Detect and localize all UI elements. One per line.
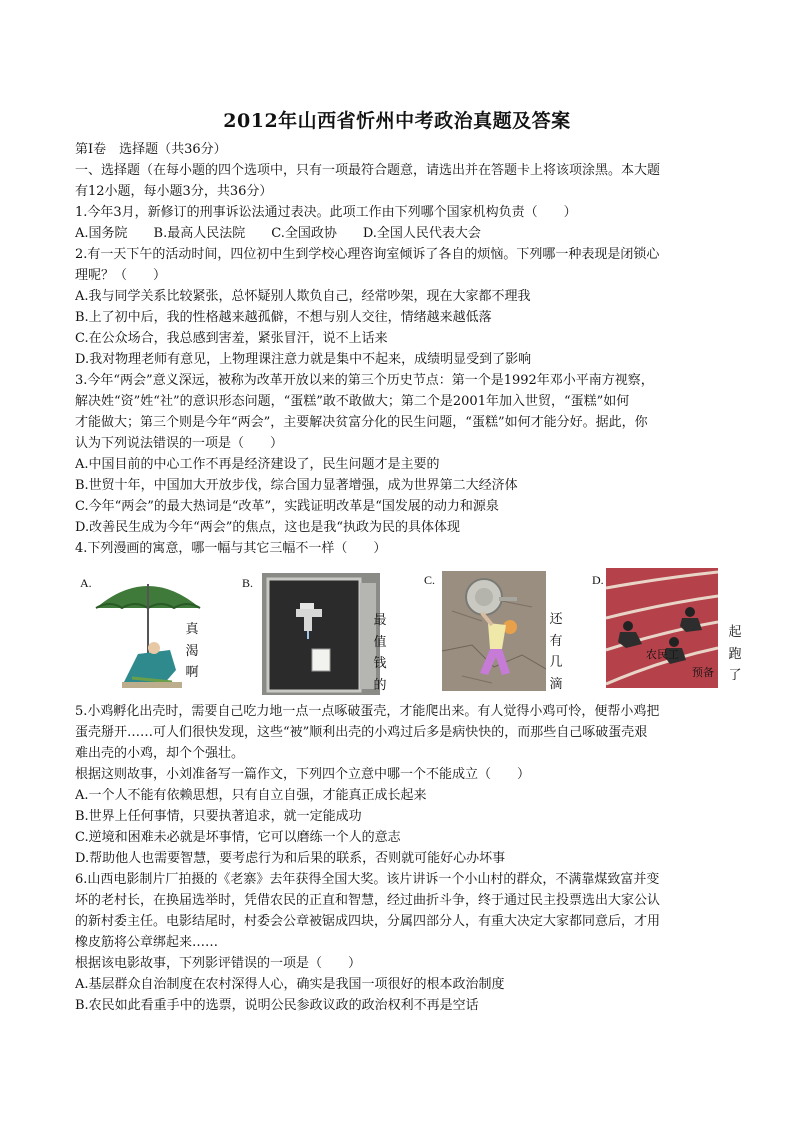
option-line: D.改善民生成为今年“两会”的焦点，这也是我“执政为民的具体体现 (75, 520, 461, 535)
safe-faucet-cartoon-icon (262, 573, 380, 695)
option-line: D.我对物理老师有意见，上物理课注意力就是集中不起来，成绩明显受到了影响 (75, 352, 532, 367)
question-line: 6.山西电影制片厂拍摄的《老寨》去年获得全国大奖。该片讲诉一个小山村的群众，不满靠煤致富并变 (75, 872, 660, 887)
comic-b-label: B. (242, 576, 254, 590)
text-line: 橡皮筋将公章绑起来…… (75, 935, 219, 950)
section-heading: 第Ⅰ卷 选择题（共36分） (75, 142, 227, 157)
text-line: 理呢？（ ） (75, 268, 167, 283)
question-line: 4.下列漫画的寓意，哪一幅与其它三幅不一样（ ） (75, 541, 387, 556)
text-line: 坏的老村长，在换届选举时，凭借农民的正直和智慧，经过曲折斗争，终于通过民主投票选出大家公认 (75, 893, 661, 908)
option-line: C.在公众场合，我总感到害羞，紧张冒汗，说不上话来 (75, 331, 388, 346)
question-line: 根据该电影故事，下列影评错误的一项是（ ） (75, 956, 362, 971)
option-line: C.今年“两会”的最大热词是“改革”，实践证明改革是“国发展的动力和源泉 (75, 499, 499, 514)
text-line: 的新村委主任。电影结尾时，村委会公章被锯成四块，分属四部分人，有重大决定大家都同意后，才用 (75, 914, 661, 929)
comic-d-tag-2: 预备 (692, 666, 714, 679)
option-line: A.基层群众自治制度在农村深得人心，确实是我国一项很好的根本政治制度 (75, 977, 505, 992)
option-line: B.农民如此看重手中的选票，说明公民参政议政的政治权利不再是空话 (75, 998, 479, 1013)
comic-d-tag-1: 农民工 (646, 648, 679, 661)
option-line: B.世界上任何事情，只要执著追求，就一定能成功 (75, 809, 362, 824)
text-line: 解决姓“资”姓“社”的意识形态问题，“蛋糕”敢不敢做大；第二个是2001年加入世贸，“蛋糕”如何 (75, 394, 630, 409)
text-line: 才能做大；第三个则是今年“两会”，主要解决贫富分化的民生问题，“蛋糕”如何才能分好。据此，你 (75, 415, 648, 430)
option-line: A.我与同学关系比较紧张，总怀疑别人欺负自己，经常吵架，现在大家都不理我 (75, 289, 531, 304)
text-line: 认为下列说法错误的一项是（ ） (75, 436, 284, 451)
text-line: 蛋壳掰开……可人们很快发现，这些“被”顺利出壳的小鸡过后多是病快快的，而那些自己啄破蛋壳艰 (75, 725, 648, 740)
option-line: A.一个人不能有依赖思想，只有自立自强，才能真正成长起来 (75, 788, 427, 803)
question-line: 1.今年3月，新修订的刑事诉讼法通过表决。此项工作由下列哪个国家机构负责（ ） (75, 205, 577, 220)
question-line: 5.小鸡孵化出壳时，需要自己吃力地一点一点啄破蛋壳，才能爬出来。有人觉得小鸡可怜，便帮小鸡把 (75, 704, 660, 719)
question-line: 2.有一天下午的活动时间，四位初中生到学校心理咨询室倾诉了各自的烦恼。下列哪一种表现是闭锁心 (75, 247, 660, 262)
comic-c-label: C. (424, 573, 436, 587)
question-line: 3.今年“两会”意义深远，被称为改革开放以来的第三个历史节点：第一个是1992年邓小平南方视察， (75, 373, 654, 388)
comic-a-label: A. (80, 576, 92, 590)
option-line: B.世贸十年，中国加大开放步伐，综合国力显著增强，成为世界第二大经济体 (75, 478, 518, 493)
option-line: A.中国目前的中心工作不再是经济建设了，民生问题才是主要的 (75, 457, 440, 472)
text-line: 难出壳的小鸡，却个个强壮。 (75, 746, 245, 761)
comic-b-caption: 最 值 钱 的 (373, 613, 387, 693)
comic-d-caption: 起 跑 了 (728, 625, 742, 683)
text-line: 一、选择题（在每小题的四个选项中，只有一项最符合题意，请选出并在答题卡上将该项涂黑。本大题 (75, 163, 661, 178)
option-line: A.国务院 B.最高人民法院 C.全国政协 D.全国人民代表大会 (75, 226, 481, 241)
comic-c-caption: 还 有 几 滴 (549, 612, 563, 692)
question-line: 根据这则故事，小刘准备写一篇作文，下列四个立意中哪一个不能成立（ ） (75, 767, 531, 782)
page-title: 2012年山西省忻州中考政治真题及答案 (223, 110, 571, 132)
comic-a-caption: 真 渴 啊 (185, 622, 199, 680)
option-line: B.上了初中后，我的性格越来越孤僻，不想与别人交往，情绪越来越低落 (75, 310, 492, 325)
text-line: 有12小题，每小题3分，共36分） (75, 184, 273, 199)
comic-d-label: D. (592, 573, 604, 587)
option-line: D.帮助他人也需要智慧，要考虑行为和后果的联系，否则就可能好心办坏事 (75, 851, 506, 866)
showerhead-cartoon-icon (442, 571, 546, 691)
starting-line-cartoon-icon (606, 568, 718, 688)
option-line: C.逆境和困难未必就是坏事情，它可以磨练一个人的意志 (75, 830, 401, 845)
